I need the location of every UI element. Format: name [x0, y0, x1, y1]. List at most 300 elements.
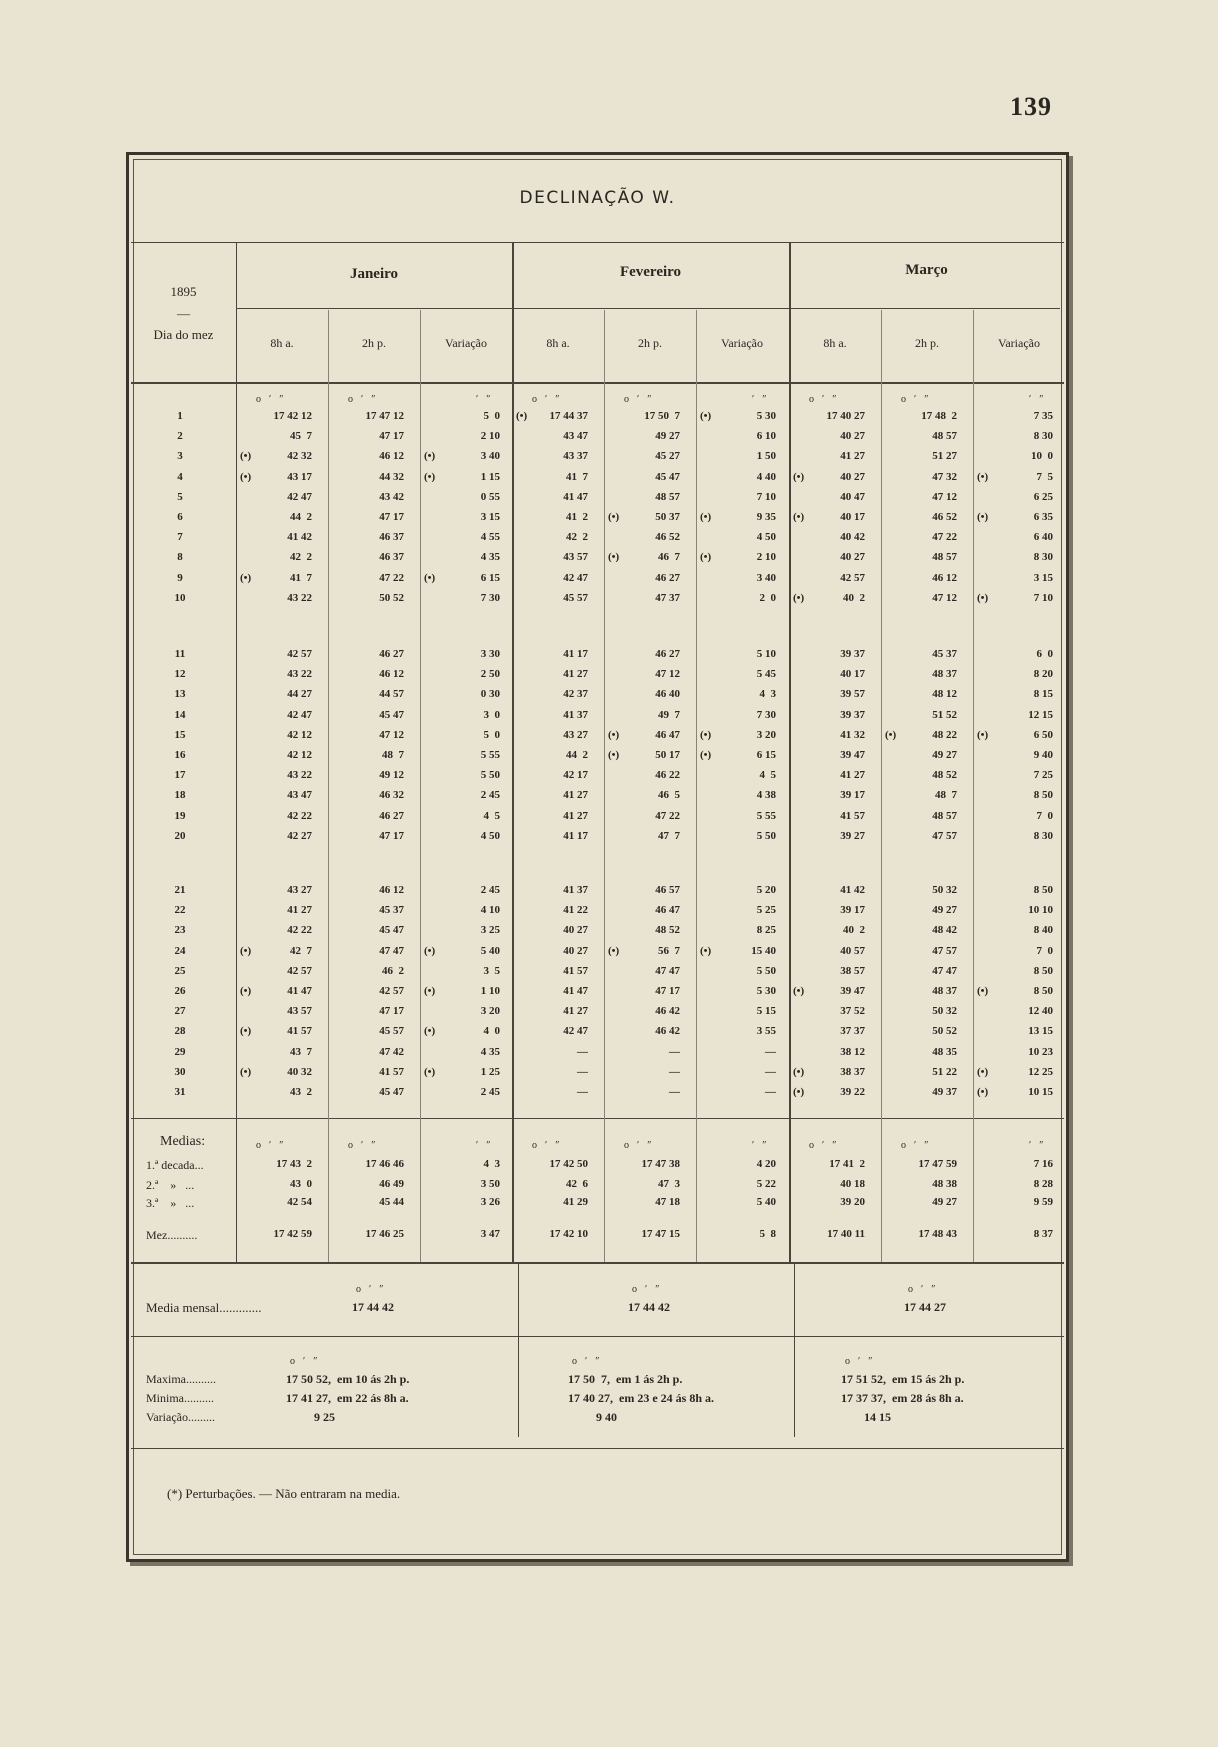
table-cell: 40 27 — [563, 944, 588, 957]
perturbation-mark: (•) — [977, 470, 989, 483]
month-header-marco: Março — [905, 262, 948, 278]
medias-cell: 5 8 — [759, 1228, 776, 1240]
medias-cell: 8 37 — [1033, 1228, 1053, 1240]
table-cell: 6 50 — [1033, 728, 1053, 741]
table-cell: 42 47 — [563, 571, 588, 584]
table-cell: 51 52 — [932, 708, 957, 721]
table-cell: 45 37 — [932, 648, 957, 660]
perturbation-mark: (•) — [240, 985, 252, 997]
table-cell: 40 2 — [843, 591, 865, 604]
table-cell: 47 47 — [932, 964, 957, 977]
table-cell: 42 57 — [287, 648, 312, 660]
table-cell: 43 22 — [287, 769, 312, 782]
table-cell: 12 25 — [1028, 1065, 1053, 1078]
table-cell: 41 27 — [840, 769, 865, 782]
table-cell: 7 10 — [756, 490, 776, 503]
table-cell: 51 22 — [932, 1065, 957, 1078]
table-cell: 17 47 12 — [365, 410, 404, 422]
table-cell: 47 17 — [379, 1005, 404, 1018]
perturbation-mark: (•) — [793, 511, 805, 523]
table-cell: 46 12 — [379, 668, 404, 681]
table-cell: 45 47 — [379, 924, 404, 937]
table-cell: 39 37 — [840, 708, 865, 721]
table-cell: 3 40 — [480, 450, 500, 463]
table-row-day: 4 — [177, 470, 183, 483]
medias-cell: 48 38 — [932, 1178, 957, 1190]
medias-cell: 8 28 — [1033, 1178, 1053, 1190]
table-row-day: 31 — [174, 1086, 186, 1098]
perturbation-mark: (•) — [700, 749, 712, 761]
table-cell: 48 22 — [932, 728, 957, 741]
table-cell: 6 15 — [480, 571, 500, 584]
table-cell: 47 47 — [379, 944, 404, 957]
table-cell: 50 52 — [932, 1025, 957, 1038]
table-row-day: 20 — [174, 829, 186, 842]
table-cell: 7 25 — [1033, 769, 1053, 782]
table-cell: 43 22 — [287, 591, 312, 604]
table-cell: 43 57 — [287, 1005, 312, 1018]
unit-symbol-medias: ′ ″ — [752, 1140, 768, 1151]
table-cell: 8 30 — [1033, 430, 1053, 443]
medias-cell: 7 16 — [1033, 1158, 1053, 1170]
medias-cell: 4 3 — [483, 1158, 500, 1170]
table-cell: 46 22 — [655, 769, 680, 782]
variacao-janeiro: 9 25 — [314, 1410, 335, 1424]
table-cell: 7 10 — [1033, 591, 1053, 604]
medias-label: Medias: — [160, 1134, 206, 1149]
table-cell: 42 32 — [287, 450, 312, 463]
table-cell: 45 47 — [655, 470, 680, 483]
table-cell: 41 7 — [290, 571, 312, 584]
table-cell: 42 47 — [287, 708, 312, 721]
table-cell: 48 7 — [382, 749, 404, 761]
perturbation-mark: (•) — [793, 985, 805, 997]
table-row-day: 24 — [174, 944, 186, 957]
rule-foot-1 — [518, 1263, 519, 1437]
media-mensal-label: Media mensal............. — [146, 1300, 262, 1315]
table-cell: 40 32 — [287, 1065, 312, 1078]
table-cell: 40 27 — [840, 551, 865, 564]
table-cell: 46 27 — [655, 648, 680, 660]
table-row-day: 13 — [174, 688, 186, 701]
subheader-fevereiro-1: 2h p. — [638, 336, 662, 350]
table-cell: — — [765, 1086, 776, 1098]
table-cell: 44 2 — [566, 749, 588, 761]
medias-cell: 47 3 — [658, 1178, 680, 1190]
table-cell: 5 55 — [756, 809, 776, 822]
table-cell: 5 0 — [483, 410, 500, 422]
table-cell: 4 50 — [756, 531, 776, 544]
table-row-day: 5 — [177, 490, 183, 503]
medias-cell: 17 46 25 — [365, 1228, 404, 1240]
media-mensal-fevereiro: 17 44 42 — [628, 1300, 670, 1314]
medias-cell: 42 54 — [287, 1196, 312, 1208]
table-cell: 49 27 — [932, 904, 957, 917]
table-cell: 40 27 — [840, 470, 865, 483]
perturbation-mark: (•) — [608, 749, 620, 761]
footnote: (*) Perturbações. — Não entraram na media. — [167, 1486, 401, 1501]
table-cell: 7 0 — [1036, 944, 1053, 957]
table-cell: 3 55 — [756, 1025, 776, 1038]
table-cell: 5 40 — [480, 944, 500, 957]
table-row-day: 9 — [177, 571, 183, 584]
table-cell: 15 40 — [751, 944, 776, 957]
table-cell: 47 22 — [932, 531, 957, 544]
table-cell: 46 42 — [655, 1005, 680, 1018]
table-cell: 46 52 — [655, 531, 680, 544]
table-cell: 43 42 — [379, 490, 404, 503]
year-dash: — — [177, 306, 190, 321]
table-cell: 40 27 — [840, 430, 865, 443]
perturbation-mark: (•) — [240, 1025, 252, 1038]
table-frame — [126, 152, 1069, 1562]
table-row-day: 27 — [174, 1005, 186, 1018]
table-cell: 5 20 — [756, 884, 776, 896]
table-cell: 5 0 — [483, 728, 500, 741]
perturbation-mark: (•) — [977, 1086, 989, 1098]
table-cell: 41 57 — [379, 1065, 404, 1078]
perturbation-mark: (•) — [700, 511, 712, 523]
table-cell: 43 27 — [287, 884, 312, 896]
table-cell: 46 32 — [379, 789, 404, 802]
table-cell: 46 57 — [655, 884, 680, 896]
table-cell: 45 27 — [655, 450, 680, 463]
table-cell: 2 10 — [756, 551, 776, 564]
table-cell: 41 27 — [563, 1005, 588, 1018]
unit-symbol-marco-0: o ′ ″ — [809, 394, 838, 405]
table-cell: 7 30 — [756, 708, 776, 721]
table-row-day: 23 — [174, 924, 186, 937]
table-cell: 47 17 — [379, 829, 404, 842]
perturbation-mark: (•) — [240, 470, 252, 483]
table-cell: 42 22 — [287, 924, 312, 937]
table-cell: 10 0 — [1031, 450, 1053, 463]
variacao-fevereiro: 9 40 — [596, 1410, 617, 1424]
month-header-janeiro: Janeiro — [349, 266, 399, 282]
table-cell: 1 25 — [480, 1065, 500, 1078]
table-row-day: 7 — [177, 531, 183, 544]
medias-cell: 46 49 — [379, 1178, 404, 1190]
unit-symbol-medias: o ′ ″ — [532, 1140, 561, 1151]
perturbation-mark: (•) — [977, 591, 989, 604]
table-cell: — — [577, 1045, 588, 1058]
table-cell: 37 52 — [840, 1005, 865, 1018]
frame-shadow-bottom — [130, 1562, 1073, 1566]
medias-cell: 41 29 — [563, 1196, 588, 1208]
table-cell: 3 30 — [480, 648, 500, 660]
table-row-day: 19 — [174, 809, 186, 822]
perturbation-mark: (•) — [424, 450, 436, 463]
maxima-janeiro: 17 50 52, em 10 ás 2h p. — [286, 1372, 410, 1386]
table-cell: 12 15 — [1028, 708, 1053, 721]
unit-symbol-marco-1: o ′ ″ — [901, 394, 930, 405]
table-cell: 8 30 — [1033, 551, 1053, 564]
table-cell: 8 50 — [1033, 964, 1053, 977]
table-cell: 2 45 — [480, 884, 500, 896]
table-cell: 39 17 — [840, 789, 865, 802]
table-cell: 39 22 — [840, 1086, 865, 1098]
table-cell: 49 12 — [379, 769, 404, 782]
variacao-marco: 14 15 — [864, 1410, 891, 1424]
rule-above-note — [131, 1448, 1064, 1449]
table-cell: 43 57 — [563, 551, 588, 564]
table-cell: 7 30 — [480, 591, 500, 604]
medias-cell: 3 26 — [480, 1196, 500, 1208]
table-cell: 48 57 — [932, 430, 957, 443]
table-cell: 48 42 — [932, 924, 957, 937]
table-cell: 45 47 — [379, 708, 404, 721]
medias-cell: 42 6 — [566, 1178, 588, 1190]
unit-symbol-medias: ′ ″ — [476, 1140, 492, 1151]
rule-above-medias — [131, 1118, 1064, 1119]
table-cell: 43 47 — [287, 789, 312, 802]
perturbation-mark: (•) — [424, 985, 436, 997]
perturbation-mark: (•) — [608, 944, 620, 957]
table-cell: 50 32 — [932, 884, 957, 896]
table-cell: 8 25 — [756, 924, 776, 937]
table-cell: 43 27 — [563, 728, 588, 741]
table-cell: 5 15 — [756, 1005, 776, 1018]
minima-label: Minima.......... — [146, 1391, 214, 1405]
medias-row-label: 1.ª decada... — [146, 1158, 204, 1172]
table-cell: 40 17 — [840, 668, 865, 681]
table-cell: 8 50 — [1033, 985, 1053, 997]
table-cell: 46 52 — [932, 511, 957, 523]
table-cell: 46 27 — [379, 648, 404, 660]
rule-below-header — [131, 382, 1064, 384]
medias-cell: 39 20 — [840, 1196, 865, 1208]
table-cell: 12 40 — [1028, 1005, 1053, 1018]
table-row-day: 6 — [177, 511, 183, 523]
table-cell: 42 57 — [379, 985, 404, 997]
table-row-day: 22 — [174, 904, 186, 917]
unit-symbol-fevereiro-1: o ′ ″ — [624, 394, 653, 405]
table-row-day: 14 — [174, 708, 186, 721]
medias-cell: 17 47 15 — [641, 1228, 680, 1240]
table-cell: 46 27 — [655, 571, 680, 584]
table-cell: 40 42 — [840, 531, 865, 544]
table-cell: 41 37 — [563, 708, 588, 721]
medias-cell: 43 0 — [290, 1178, 312, 1190]
table-cell: — — [765, 1065, 776, 1078]
subheader-janeiro-1: 2h p. — [362, 336, 386, 350]
table-cell: 41 27 — [563, 809, 588, 822]
table-cell: 40 2 — [843, 924, 865, 937]
perturbation-mark: (•) — [608, 728, 620, 741]
table-cell: — — [577, 1065, 588, 1078]
table-cell: 39 47 — [840, 749, 865, 761]
medias-cell: 40 18 — [840, 1178, 865, 1190]
perturbation-mark: (•) — [793, 1065, 805, 1078]
table-cell: 48 52 — [655, 924, 680, 937]
year-label: 1895 — [170, 284, 197, 299]
table-cell: 46 37 — [379, 531, 404, 544]
table-cell: — — [577, 1086, 588, 1098]
table-cell: 46 12 — [379, 884, 404, 896]
unit-symbol-ext-f: o ′ ″ — [572, 1356, 601, 1367]
table-row-day: 15 — [174, 728, 186, 741]
minima-marco: 17 37 37, em 28 ás 8h a. — [841, 1391, 964, 1405]
perturbation-mark: (•) — [424, 1065, 436, 1078]
table-cell: 41 22 — [563, 904, 588, 917]
subheader-janeiro-0: 8h a. — [270, 336, 294, 350]
table-cell: 48 12 — [932, 688, 957, 701]
table-cell: 48 57 — [932, 809, 957, 822]
table-row-day: 3 — [177, 450, 183, 463]
medias-cell: 47 18 — [655, 1196, 680, 1208]
medias-cell: 4 20 — [756, 1158, 776, 1170]
unit-symbol-medias: o ′ ″ — [256, 1140, 285, 1151]
medias-cell: 17 47 38 — [641, 1158, 680, 1170]
unit-symbol-janeiro-2: ′ ″ — [476, 394, 492, 405]
medias-cell: 17 42 59 — [273, 1228, 312, 1240]
table-row-day: 16 — [174, 749, 186, 761]
perturbation-mark: (•) — [240, 450, 252, 463]
table-cell: 8 20 — [1033, 668, 1053, 681]
variacao-label: Variação......... — [146, 1410, 215, 1424]
table-cell: 45 37 — [379, 904, 404, 917]
table-cell: 4 5 — [483, 809, 500, 822]
table-cell: 5 55 — [480, 749, 500, 761]
table-cell: — — [669, 1086, 680, 1098]
table-row-day: 28 — [174, 1025, 186, 1038]
table-cell: 41 57 — [563, 964, 588, 977]
table-cell: 48 57 — [655, 490, 680, 503]
table-cell: 3 40 — [756, 571, 776, 584]
table-cell: 41 27 — [287, 904, 312, 917]
table-row-day: 17 — [174, 769, 186, 782]
table-cell: 6 35 — [1033, 511, 1053, 523]
subheader-marco-2: Variação — [998, 336, 1040, 350]
table-cell: 7 35 — [1033, 410, 1053, 422]
table-cell: 47 22 — [655, 809, 680, 822]
perturbation-mark: (•) — [516, 410, 528, 422]
table-cell: 10 10 — [1028, 904, 1053, 917]
unit-symbol-mensal-m: o ′ ″ — [908, 1284, 937, 1295]
table-row-day: 11 — [174, 648, 186, 660]
table-cell: 4 0 — [483, 1025, 500, 1038]
unit-symbol-ext-m: o ′ ″ — [845, 1356, 874, 1367]
table-cell: 47 57 — [932, 944, 957, 957]
media-mensal-marco: 17 44 27 — [904, 1300, 946, 1314]
medias-cell: 17 46 46 — [365, 1158, 404, 1170]
table-cell: 8 15 — [1033, 688, 1053, 701]
table-cell: 40 57 — [840, 944, 865, 957]
medias-cell: 17 47 59 — [918, 1158, 957, 1170]
table-cell: 39 57 — [840, 688, 865, 701]
table-cell: 47 12 — [932, 591, 957, 604]
table-cell: 42 17 — [563, 769, 588, 782]
unit-symbol-janeiro-0: o ′ ″ — [256, 394, 285, 405]
table-cell: 47 47 — [655, 964, 680, 977]
table-cell: 2 0 — [759, 591, 776, 604]
table-cell: 46 7 — [658, 551, 680, 564]
unit-symbol-fevereiro-0: o ′ ″ — [532, 394, 561, 405]
table-cell: 49 27 — [655, 430, 680, 443]
medias-cell: 17 40 11 — [827, 1228, 865, 1240]
table-row-day: 30 — [174, 1065, 186, 1078]
table-cell: 7 5 — [1036, 470, 1053, 483]
unit-symbol-medias: ′ ″ — [1029, 1140, 1045, 1151]
table-cell: 46 47 — [655, 728, 680, 741]
table-cell: 42 2 — [566, 531, 588, 544]
table-cell: 48 52 — [932, 769, 957, 782]
table-cell: 8 40 — [1033, 924, 1053, 937]
table-cell: 37 37 — [840, 1025, 865, 1038]
table-cell: 40 47 — [840, 490, 865, 503]
medias-cell: 17 42 10 — [549, 1228, 588, 1240]
table-cell: 4 35 — [480, 1045, 500, 1058]
table-cell: 3 25 — [480, 924, 500, 937]
table-cell: 40 17 — [840, 511, 865, 523]
table-cell: 47 12 — [655, 668, 680, 681]
table-cell: 4 50 — [480, 829, 500, 842]
table-cell: 42 57 — [287, 964, 312, 977]
table-cell: 41 57 — [287, 1025, 312, 1038]
table-cell: 46 5 — [658, 789, 680, 802]
medias-cell: 45 44 — [379, 1196, 404, 1208]
table-cell: 0 30 — [480, 688, 500, 701]
table-cell: 5 10 — [756, 648, 776, 660]
table-cell: 39 17 — [840, 904, 865, 917]
table-cell: 41 27 — [563, 668, 588, 681]
table-cell: 41 17 — [563, 829, 588, 842]
table-cell: 42 47 — [563, 1025, 588, 1038]
table-cell: 7 0 — [1036, 809, 1053, 822]
perturbation-mark: (•) — [793, 1086, 805, 1098]
perturbation-mark: (•) — [977, 1065, 989, 1078]
table-cell: 43 47 — [563, 430, 588, 443]
table-cell: 43 37 — [563, 450, 588, 463]
table-cell: 47 17 — [379, 511, 404, 523]
table-cell: 41 7 — [566, 470, 588, 483]
table-cell: 2 10 — [480, 430, 500, 443]
medias-cell: 5 22 — [756, 1178, 776, 1190]
unit-symbol-fevereiro-2: ′ ″ — [752, 394, 768, 405]
table-cell: 41 47 — [563, 985, 588, 997]
table-cell: 41 37 — [563, 884, 588, 896]
unit-symbol-medias: o ′ ″ — [348, 1140, 377, 1151]
table-cell: 4 38 — [756, 789, 776, 802]
table-cell: 10 23 — [1028, 1045, 1053, 1058]
table-cell: 42 7 — [290, 944, 312, 957]
table-cell: 5 50 — [756, 964, 776, 977]
medias-row-label: 2.ª » ... — [146, 1178, 195, 1192]
month-header-fevereiro: Fevereiro — [619, 264, 682, 280]
table-cell: 47 42 — [379, 1045, 404, 1058]
table-cell: 41 27 — [840, 450, 865, 463]
table-cell: 4 5 — [759, 769, 776, 782]
perturbation-mark: (•) — [885, 728, 897, 741]
table-cell: 41 32 — [840, 728, 865, 741]
subheader-fevereiro-0: 8h a. — [546, 336, 570, 350]
perturbation-mark: (•) — [700, 410, 712, 422]
medias-row-label: 3.ª » ... — [146, 1196, 195, 1210]
table-cell: 48 37 — [932, 668, 957, 681]
maxima-fevereiro: 17 50 7, em 1 ás 2h p. — [568, 1372, 683, 1386]
page-number: 139 — [1010, 92, 1052, 121]
table-cell: 50 17 — [655, 749, 680, 761]
table-cell: 38 37 — [840, 1065, 865, 1078]
table-cell: 42 12 — [287, 749, 312, 761]
table-cell: 5 50 — [756, 829, 776, 842]
table-cell: 41 57 — [840, 809, 865, 822]
table-cell: 43 22 — [287, 668, 312, 681]
table-cell: 5 30 — [756, 410, 776, 422]
perturbation-mark: (•) — [700, 551, 712, 564]
table-cell: 5 30 — [756, 985, 776, 997]
table-cell: 1 10 — [480, 985, 500, 997]
